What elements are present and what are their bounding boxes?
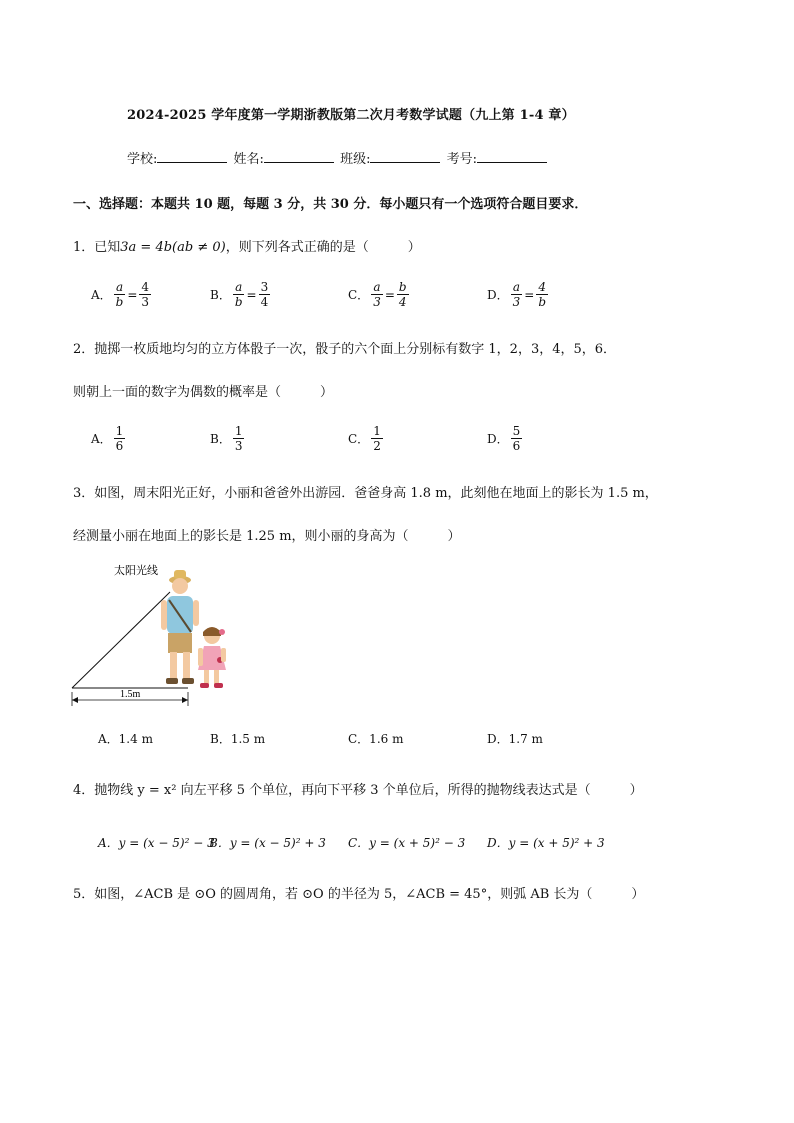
option-letter: A．: [91, 288, 112, 302]
fraction: $\frac{a}{3}$: [512, 280, 521, 309]
option-letter: D．: [487, 432, 509, 446]
shadow-figure: [70, 560, 250, 714]
q3-option-c[interactable]: C．1.6 m: [348, 732, 404, 746]
dad-figure: [161, 570, 199, 684]
school-label: 学校:: [127, 152, 158, 167]
q1-option-a[interactable]: A． $\frac{a}{b}$ = $\frac{4}{3}$: [91, 280, 150, 309]
q2-option-d[interactable]: [487, 424, 524, 453]
q1-option-b[interactable]: B． $\frac{a}{b}$ = $\frac{3}{4}$: [210, 280, 269, 309]
question-3-line2: 经测量小丽在地面上的影长是 1.25 m，则小丽的身高为（ ）: [73, 529, 461, 544]
fraction: $\frac{a}{b}$: [115, 280, 124, 309]
q4-option-a[interactable]: A．y = (x − 5)² − 3: [98, 836, 215, 850]
fraction: $\frac{b}{4}$: [398, 280, 407, 309]
sun-label: 太阳光线: [114, 565, 158, 577]
q2-option-c[interactable]: [348, 424, 385, 453]
q1-suffix: ，则下列各式正确的是（ ）: [225, 240, 421, 255]
page-title: 2024-2025 学年度第一学期浙教版第二次月考数学试题（九上第 1-4 章）: [127, 108, 575, 123]
fraction: $\frac{1}{2}$: [373, 424, 381, 453]
q3-option-b[interactable]: B．1.5 m: [210, 732, 266, 746]
q1-option-d[interactable]: D． $\frac{a}{3}$ = $\frac{4}{b}$: [487, 280, 547, 309]
class-label: 班级:: [340, 152, 371, 167]
option-letter: B．: [210, 288, 231, 302]
option-letter: C．: [348, 288, 370, 302]
fraction: $\frac{5}{6}$: [512, 424, 521, 453]
sunlight-diagram: [70, 560, 250, 710]
q1-math: 3a = 4b(ab ≠ 0): [120, 240, 226, 255]
question-2-line1: 2．抛掷一枚质地均匀的立方体骰子一次，骰子的六个面上分别标有数字 1，2，3，4，5，6．: [73, 342, 617, 357]
q4-option-d[interactable]: D．y = (x + 5)² + 3: [487, 836, 605, 850]
fraction: $\frac{4}{3}$: [141, 280, 150, 309]
q3-option-a[interactable]: A．1.4 m: [98, 732, 153, 746]
question-3-line1: 3．如图，周末阳光正好，小丽和爸爸外出游园．爸爸身高 1.8 m，此刻他在地面上的影长为 1.5 m，: [73, 486, 658, 501]
student-info-line: [127, 148, 549, 167]
option-letter: B．: [210, 432, 231, 446]
arrow-right-icon: [182, 697, 188, 703]
question-5-stem: 5．如图，∠ACB 是 ⊙O 的圆周角，若 ⊙O 的半径为 5，∠ACB = 45°，则弧 AB 长为（ ）: [73, 887, 645, 902]
id-blank: [477, 150, 547, 163]
fraction: $\frac{1}{6}$: [115, 424, 124, 453]
fraction: $\frac{3}{4}$: [260, 280, 269, 309]
q2-option-a[interactable]: [91, 424, 127, 453]
class-blank: [370, 150, 440, 163]
fraction: $\frac{4}{b}$: [538, 280, 547, 309]
q4-option-c[interactable]: C．y = (x + 5)² − 3: [348, 836, 466, 850]
sunlight-ray: [72, 592, 170, 688]
question-4-stem: 4．抛物线 y = x² 向左平移 5 个单位，再向下平移 3 个单位后，所得的抛物线表达式是（ ）: [73, 783, 643, 798]
question-1-stem: [73, 236, 421, 255]
q4-option-b[interactable]: B．y = (x − 5)² + 3: [209, 836, 326, 850]
option-letter: C．: [348, 432, 370, 446]
option-letter: A．: [91, 432, 112, 446]
q3-option-d[interactable]: D．1.7 m: [487, 732, 543, 746]
fraction: $\frac{1}{3}$: [234, 424, 243, 453]
name-blank: [264, 150, 334, 163]
length-label: 1.5m: [120, 689, 141, 700]
school-blank: [157, 150, 227, 163]
q2-option-b[interactable]: [210, 424, 246, 453]
girl-figure: [198, 627, 226, 688]
name-label: 姓名:: [233, 152, 264, 167]
q1-option-c[interactable]: C． $\frac{a}{3}$ = $\frac{b}{4}$: [348, 280, 407, 309]
fraction: $\frac{a}{b}$: [234, 280, 243, 309]
section-heading: 一、选择题：本题共 10 题，每题 3 分，共 30 分．每小题只有一个选项符合题目要求．: [73, 197, 588, 212]
id-label: 考号:: [446, 152, 477, 167]
q1-prefix: 1．已知: [73, 240, 121, 255]
option-letter: D．: [487, 288, 509, 302]
fraction: $\frac{a}{3}$: [373, 280, 381, 309]
question-2-line2: 则朝上一面的数字为偶数的概率是（ ）: [73, 385, 334, 400]
arrow-left-icon: [72, 697, 78, 703]
